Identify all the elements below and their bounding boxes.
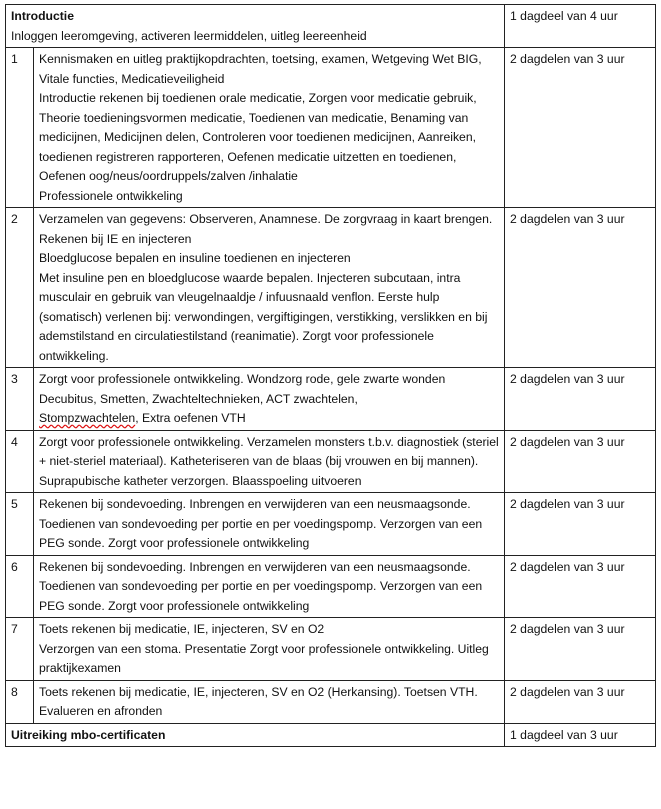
intro-title: Introductie — [11, 9, 74, 23]
row-line: Introductie rekenen bij toedienen orale medicatie, Zorgen voor medicatie gebruik, Theorie toedieningsvormen medicatie, Toedienen van medicatie, Benaming van medicijnen, Medicijnen delen, Controleren voor toedienen medicijnen, Aanreiken, toedienen registreren rapporteren, Oefenen medicatie uitzetten en toedienen, Oefenen oog/neus/oordruppels/zalven /inhalatie — [39, 91, 477, 183]
row-content — [34, 208, 505, 368]
row-line: Verzorgen van een stoma. Presentatie Zorgt voor professionele ontwikkeling. Uitleg praktijkexamen — [39, 641, 489, 675]
row-line: Professionele ontwikkeling — [39, 188, 183, 203]
row-time: 2 dagdelen van 3 uur — [505, 680, 656, 723]
table-row — [6, 555, 656, 618]
row-content — [34, 493, 505, 556]
row-number: 3 — [6, 368, 34, 431]
row-line: Rekenen bij sondevoeding. Inbrengen en verwijderen van een neusmaagsonde. Toedienen van sondevoeding per portie en per voedingspomp. Verzorgen van een PEG sonde. Zorgt voor professionele ontwikkeling — [39, 497, 483, 550]
intro-row — [6, 5, 656, 48]
row-content — [34, 555, 505, 618]
row-time: 2 dagdelen van 3 uur — [505, 208, 656, 368]
row-number: 2 — [6, 208, 34, 368]
table-row — [6, 48, 656, 208]
row-number: 8 — [6, 680, 34, 723]
table-row — [6, 680, 656, 723]
row-line: Rekenen bij sondevoeding. Inbrengen en verwijderen van een neusmaagsonde. Toedienen van sondevoeding per portie en per voedingspomp. Verzorgen van een PEG sonde. Zorgt voor professionele ontwikkeling — [39, 559, 483, 613]
row-line: Toets rekenen bij medicatie, IE, injecteren, SV en O2 (Herkansing). Toetsen VTH. Evalueren en afronden — [39, 684, 478, 718]
row-content — [34, 430, 505, 493]
table-row — [6, 493, 656, 556]
row-line-tail: , Extra oefenen VTH — [135, 411, 246, 425]
row-line: Kennismaken en uitleg praktijkopdrachten, toetsing, examen, Wetgeving Wet BIG, Vitale functies, Medicatieveiligheid — [39, 52, 482, 86]
row-line: Toets rekenen bij medicatie, IE, injecteren, SV en O2 — [39, 622, 325, 636]
row-line: Met insuline pen en bloedglucose waarde bepalen. Injecteren subcutaan, intra musculair en gebruik van vleugelnaaldje / infuusnaald venflon. Eerste hulp (somatisch) verlenen bij: verwondingen, vergiftigingen, verstikking, verslikken en bij ademstilstand en circulatiestilstand (reanimatie). Zorgt voor professionele ontwikkeling. — [39, 270, 488, 363]
row-line: Zorgt voor professionele ontwikkeling. Verzamelen monsters t.b.v. diagnostiek (steriel + niet-steriel materiaal). Katheteriseren van de blaas (bij vrouwen en bij mannen). Suprapubische katheter verzorgen. Blaasspoeling uitvoeren — [39, 434, 499, 488]
row-time: 2 dagdelen van 3 uur — [505, 555, 656, 618]
row-content — [34, 618, 505, 681]
row-number: 6 — [6, 555, 34, 618]
closing-title: Uitreiking mbo-certificaten — [6, 723, 505, 747]
closing-time: 1 dagdeel van 3 uur — [505, 723, 656, 747]
table-row — [6, 618, 656, 681]
row-line-last — [39, 409, 499, 429]
row-content — [34, 680, 505, 723]
row-time: 2 dagdelen van 3 uur — [505, 618, 656, 681]
row-time: 2 dagdelen van 3 uur — [505, 48, 656, 208]
intro-cell — [6, 5, 505, 48]
row-number: 7 — [6, 618, 34, 681]
table-row — [6, 208, 656, 368]
closing-row — [6, 723, 656, 747]
row-line: Zorgt voor professionele ontwikkeling. Wondzorg rode, gele zwarte wonden Decubitus, Smetten, Zwachteltechnieken, ACT zwachtelen, — [39, 372, 446, 406]
row-line: Bloedglucose bepalen en insuline toedienen en injecteren — [39, 251, 351, 265]
schedule-table — [5, 4, 656, 747]
table-row — [6, 368, 656, 431]
table-row — [6, 430, 656, 493]
row-number: 1 — [6, 48, 34, 208]
row-number: 4 — [6, 430, 34, 493]
row-time: 2 dagdelen van 3 uur — [505, 368, 656, 431]
row-line: Verzamelen van gegevens: Observeren, Anamnese. De zorgvraag in kaart brengen. Rekenen bij IE en injecteren — [39, 212, 493, 246]
row-content — [34, 48, 505, 208]
spellcheck-word: Stompzwachtelen — [39, 411, 136, 425]
row-number: 5 — [6, 493, 34, 556]
row-content — [34, 368, 505, 431]
row-time: 2 dagdelen van 3 uur — [505, 493, 656, 556]
intro-subtitle: Inloggen leeromgeving, activeren leermiddelen, uitleg leereenheid — [11, 28, 367, 43]
intro-time: 1 dagdeel van 4 uur — [505, 5, 656, 48]
row-time: 2 dagdelen van 3 uur — [505, 430, 656, 493]
